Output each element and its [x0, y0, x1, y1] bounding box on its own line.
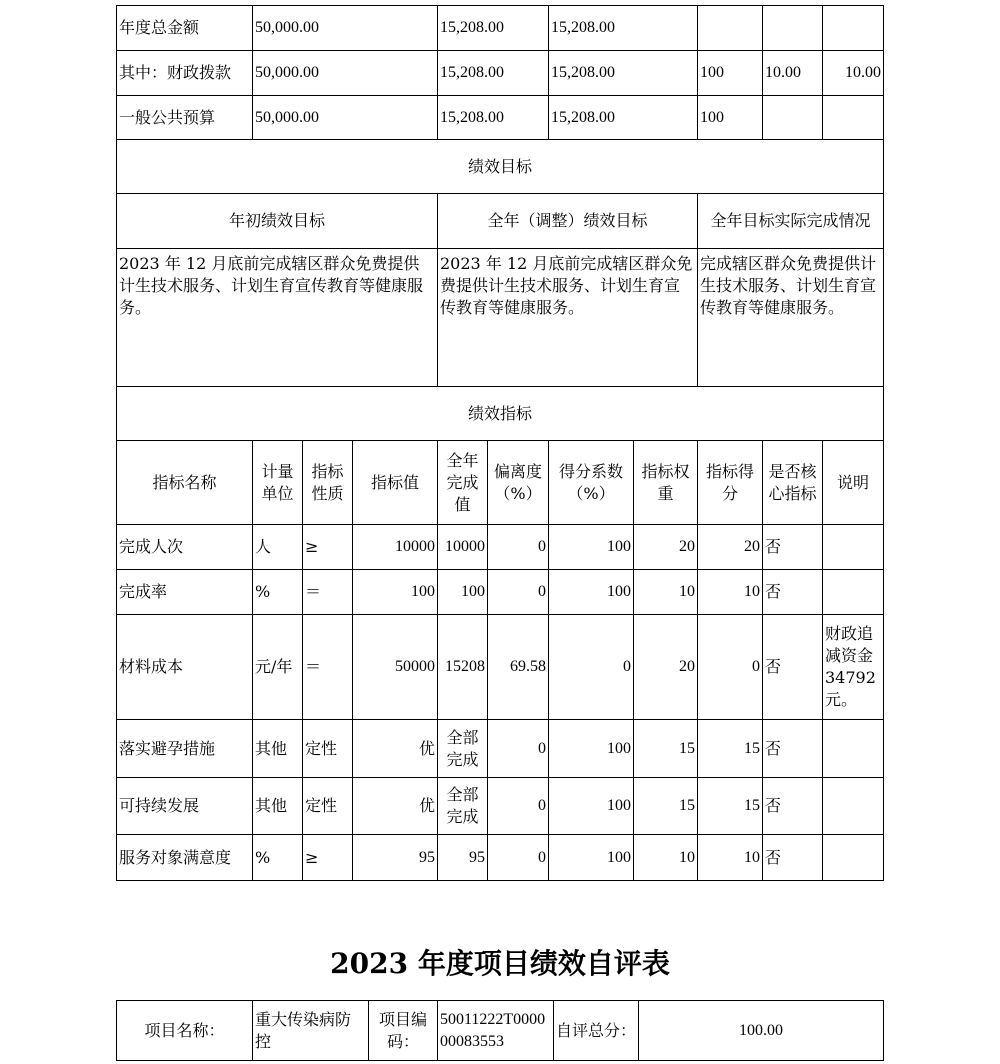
- indicator-name: 材料成本: [117, 615, 253, 720]
- indicator-score: 10: [698, 835, 763, 881]
- indicator-deviation: 0: [488, 720, 549, 778]
- indicator-deviation: 0: [488, 778, 549, 835]
- indicator-target: 50000: [353, 615, 438, 720]
- next-form-header-table: [116, 1000, 884, 1061]
- header-completed: 全年完成值: [438, 441, 488, 525]
- indicator-note: [823, 525, 884, 570]
- indicator-score: 15: [698, 778, 763, 835]
- funds-value: 10.00: [763, 51, 823, 96]
- indicator-unit: %: [253, 570, 303, 615]
- funds-value: [823, 96, 884, 140]
- indicator-nature: ≥: [303, 835, 353, 881]
- indicator-done: 100: [438, 570, 488, 615]
- indicator-unit: 元/年: [253, 615, 303, 720]
- funds-value: 100: [698, 51, 763, 96]
- indicator-nature: 定性: [303, 720, 353, 778]
- next-form-header-row: [117, 1001, 884, 1061]
- indicator-core: 否: [763, 615, 823, 720]
- header-deviation: 偏离度（%）: [488, 441, 549, 525]
- funds-value: 50,000.00: [253, 6, 438, 51]
- project-name-value: 重大传染病防控: [253, 1001, 369, 1061]
- indicator-core: 否: [763, 525, 823, 570]
- indicator-core: 否: [763, 720, 823, 778]
- indicator-note: 财政追减资金34792元。: [823, 615, 884, 720]
- indicator-coef: 0: [549, 615, 634, 720]
- funds-value: [823, 6, 884, 51]
- indicator-row: [117, 615, 884, 720]
- goal-adjusted-text: 2023 年 12 月底前完成辖区群众免费提供计生技术服务、计划生育宣传教育等健康服务。: [438, 249, 698, 387]
- indicator-deviation: 0: [488, 570, 549, 615]
- funds-value: 15,208.00: [549, 51, 698, 96]
- indicator-coef: 100: [549, 778, 634, 835]
- goal-initial-text: 2023 年 12 月底前完成辖区群众免费提供计生技术服务、计划生育宣传教育等健康服务。: [117, 249, 438, 387]
- indicator-weight: 20: [634, 525, 698, 570]
- header-weight: 指标权重: [634, 441, 698, 525]
- indicator-weight: 20: [634, 615, 698, 720]
- indicator-done: 全部完成: [438, 778, 488, 835]
- indicator-score: 15: [698, 720, 763, 778]
- indicator-note: [823, 720, 884, 778]
- goals-section-title: 绩效目标: [117, 140, 884, 194]
- indicator-weight: 10: [634, 570, 698, 615]
- indicator-core: 否: [763, 778, 823, 835]
- indicator-name: 服务对象满意度: [117, 835, 253, 881]
- indicator-score: 10: [698, 570, 763, 615]
- indicator-done: 全部完成: [438, 720, 488, 778]
- indicator-deviation: 0: [488, 525, 549, 570]
- goals-header-initial: 年初绩效目标: [117, 194, 438, 249]
- indicators-section-title: 绩效指标: [117, 387, 884, 441]
- project-code-value: 50011222T000000083553: [438, 1001, 554, 1061]
- indicator-nature: ≥: [303, 525, 353, 570]
- indicator-target: 100: [353, 570, 438, 615]
- funds-value: 50,000.00: [253, 96, 438, 140]
- indicator-target: 95: [353, 835, 438, 881]
- indicator-target: 优: [353, 720, 438, 778]
- funds-name: 一般公共预算: [117, 96, 253, 140]
- header-note: 说明: [823, 441, 884, 525]
- indicator-name: 落实避孕措施: [117, 720, 253, 778]
- indicator-core: 否: [763, 570, 823, 615]
- funds-value: 15,208.00: [549, 6, 698, 51]
- header-core: 是否核心指标: [763, 441, 823, 525]
- project-code-label: 项目编码：: [369, 1001, 438, 1061]
- goals-header-actual: 全年目标实际完成情况: [698, 194, 884, 249]
- project-name-label: 项目名称：: [117, 1001, 253, 1061]
- indicator-name: 可持续发展: [117, 778, 253, 835]
- funds-value: 15,208.00: [549, 96, 698, 140]
- header-unit: 计量单位: [253, 441, 303, 525]
- indicator-deviation: 0: [488, 835, 549, 881]
- performance-evaluation-table: [116, 5, 884, 881]
- indicator-done: 15208: [438, 615, 488, 720]
- funds-name: 其中：财政拨款: [117, 51, 253, 96]
- indicator-unit: 其他: [253, 778, 303, 835]
- indicator-row: [117, 720, 884, 778]
- indicator-row: [117, 570, 884, 615]
- indicator-nature: 定性: [303, 778, 353, 835]
- funds-value: 15,208.00: [438, 96, 549, 140]
- indicator-note: [823, 835, 884, 881]
- funds-value: 15,208.00: [438, 6, 549, 51]
- indicator-name: 完成率: [117, 570, 253, 615]
- indicator-core: 否: [763, 835, 823, 881]
- indicator-done: 95: [438, 835, 488, 881]
- indicator-weight: 10: [634, 835, 698, 881]
- indicator-nature: ＝: [303, 615, 353, 720]
- indicators-section-row: [117, 387, 884, 441]
- goal-actual-text: 完成辖区群众免费提供计生技术服务、计划生育宣传教育等健康服务。: [698, 249, 884, 387]
- indicator-coef: 100: [549, 720, 634, 778]
- funds-value: [763, 96, 823, 140]
- indicator-deviation: 69.58: [488, 615, 549, 720]
- indicator-target: 优: [353, 778, 438, 835]
- score-value: 100.00: [639, 1001, 884, 1061]
- funds-value: 50,000.00: [253, 51, 438, 96]
- goals-header-row: [117, 194, 884, 249]
- indicator-coef: 100: [549, 570, 634, 615]
- indicator-target: 10000: [353, 525, 438, 570]
- funds-row: [117, 6, 884, 51]
- funds-row: [117, 51, 884, 96]
- header-score: 指标得分: [698, 441, 763, 525]
- indicator-unit: 人: [253, 525, 303, 570]
- goals-content-row: [117, 249, 884, 387]
- goals-header-adjusted: 全年（调整）绩效目标: [438, 194, 698, 249]
- indicator-unit: 其他: [253, 720, 303, 778]
- indicator-coef: 100: [549, 525, 634, 570]
- indicators-header-row: [117, 441, 884, 525]
- indicator-weight: 15: [634, 778, 698, 835]
- indicator-done: 10000: [438, 525, 488, 570]
- next-form-title: 2023 年度项目绩效自评表: [330, 947, 670, 980]
- header-nature: 指标性质: [303, 441, 353, 525]
- indicator-note: [823, 778, 884, 835]
- indicator-note: [823, 570, 884, 615]
- indicator-nature: ＝: [303, 570, 353, 615]
- indicator-unit: %: [253, 835, 303, 881]
- header-target: 指标值: [353, 441, 438, 525]
- goals-section-row: [117, 140, 884, 194]
- indicator-weight: 15: [634, 720, 698, 778]
- indicator-name: 完成人次: [117, 525, 253, 570]
- funds-row: [117, 96, 884, 140]
- indicator-score: 20: [698, 525, 763, 570]
- indicator-row: [117, 835, 884, 881]
- score-label: 自评总分：: [554, 1001, 639, 1061]
- funds-value: 100: [698, 96, 763, 140]
- indicator-coef: 100: [549, 835, 634, 881]
- funds-value: 15,208.00: [438, 51, 549, 96]
- funds-name: 年度总金额: [117, 6, 253, 51]
- indicator-row: [117, 778, 884, 835]
- indicator-score: 0: [698, 615, 763, 720]
- header-indicator-name: 指标名称: [117, 441, 253, 525]
- header-score-coef: 得分系数（%）: [549, 441, 634, 525]
- funds-value: 10.00: [823, 51, 884, 96]
- indicator-row: [117, 525, 884, 570]
- funds-value: [698, 6, 763, 51]
- funds-value: [763, 6, 823, 51]
